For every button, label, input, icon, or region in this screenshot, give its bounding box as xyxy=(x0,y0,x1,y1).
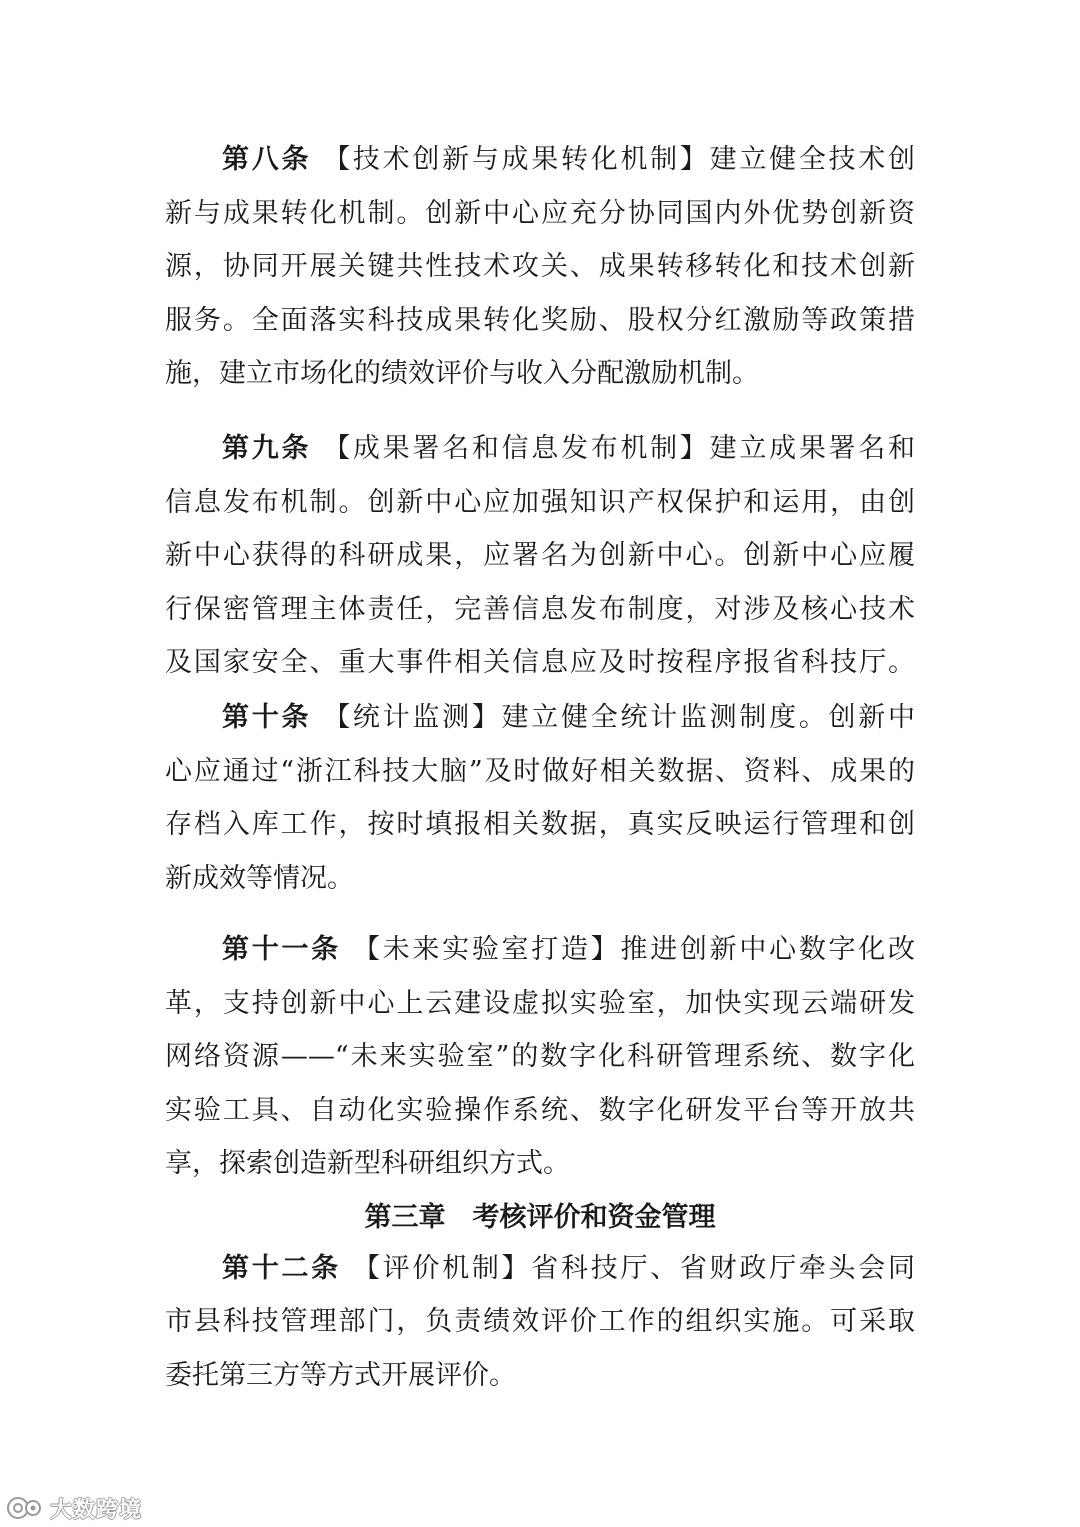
paragraph-line xyxy=(165,133,915,187)
paragraph-line: 市县科技管理部门，负责绩效评价工作的组织实施。可采取 xyxy=(165,1306,915,1338)
paragraph-line: 新成效等情况。 xyxy=(165,862,354,894)
paragraph-line: 委托第三方等方式开展评价。 xyxy=(165,1360,516,1392)
article-number: 第十一条 xyxy=(222,933,341,965)
paragraph-line: 新中心获得的科研成果，应署名为创新中心。创新中心应履 xyxy=(165,540,915,572)
article-number: 第十条 xyxy=(222,701,312,733)
article-paragraph xyxy=(165,691,915,905)
document-body xyxy=(165,133,915,1403)
article-paragraph xyxy=(165,923,915,1191)
paragraph-line xyxy=(165,923,915,977)
line-text: 【技术创新与成果转化机制】建立健全技术创 xyxy=(323,144,915,175)
paragraph-line: 新与成果转化机制。创新中心应充分协同国内外优势创新资 xyxy=(165,197,915,229)
paragraph-line: 存档入库工作，按时填报相关数据，真实反映运行管理和创 xyxy=(165,809,915,841)
article-number: 第十二条 xyxy=(222,1252,341,1284)
paragraph-line: 网络资源——“未来实验室”的数字化科研管理系统、数字化 xyxy=(165,1041,915,1073)
line-text: 【统计监测】建立健全统计监测制度。创新中 xyxy=(323,701,915,733)
chapter-heading: 第三章 考核评价和资金管理 xyxy=(364,1201,716,1233)
article-paragraph xyxy=(165,1242,915,1403)
paragraph-line: 实验工具、自动化实验操作系统、数字化研发平台等开放共 xyxy=(165,1094,915,1126)
paragraph-line xyxy=(165,691,915,745)
paragraph-line: 行保密管理主体责任，完善信息发布制度，对涉及核心技术 xyxy=(165,593,915,625)
article-number: 第九条 xyxy=(222,432,312,464)
paragraph-line: 源，协同开展关键共性技术攻关、成果转移转化和技术创新 xyxy=(165,251,915,283)
dashu-logo-icon xyxy=(6,1494,44,1522)
paragraph-line: 享，探索创造新型科研组织方式。 xyxy=(165,1148,570,1180)
article-paragraph xyxy=(165,133,915,401)
paragraph-line: 心应通过“浙江科技大脑”及时做好相关数据、资料、成果的 xyxy=(165,755,915,787)
line-text: 【成果署名和信息发布机制】建立成果署名和 xyxy=(323,432,915,464)
paragraph-line: 革，支持创新中心上云建设虚拟实验室，加快实现云端研发 xyxy=(165,987,915,1019)
paragraph-line xyxy=(165,422,915,476)
line-text: 【评价机制】省科技厅、省财政厅牵头会同 xyxy=(352,1252,915,1284)
paragraph-line: 服务。全面落实科技成果转化奖励、股权分红激励等政策措 xyxy=(165,304,915,336)
paragraph-line: 及国家安全、重大事件相关信息应及时按程序报省科技厅。 xyxy=(165,647,915,679)
article-number: 第八条 xyxy=(222,144,312,175)
article-paragraph xyxy=(165,422,915,690)
paragraph-line: 信息发布机制。创新中心应加强知识产权保护和运用，由创 xyxy=(165,486,915,518)
line-text: 【未来实验室打造】推进创新中心数字化改 xyxy=(352,933,915,965)
watermark-text: 大数跨境 xyxy=(50,1497,143,1523)
paragraph-line xyxy=(165,1242,915,1296)
watermark xyxy=(6,1492,142,1524)
paragraph-line: 施，建立市场化的绩效评价与收入分配激励机制。 xyxy=(165,358,759,390)
